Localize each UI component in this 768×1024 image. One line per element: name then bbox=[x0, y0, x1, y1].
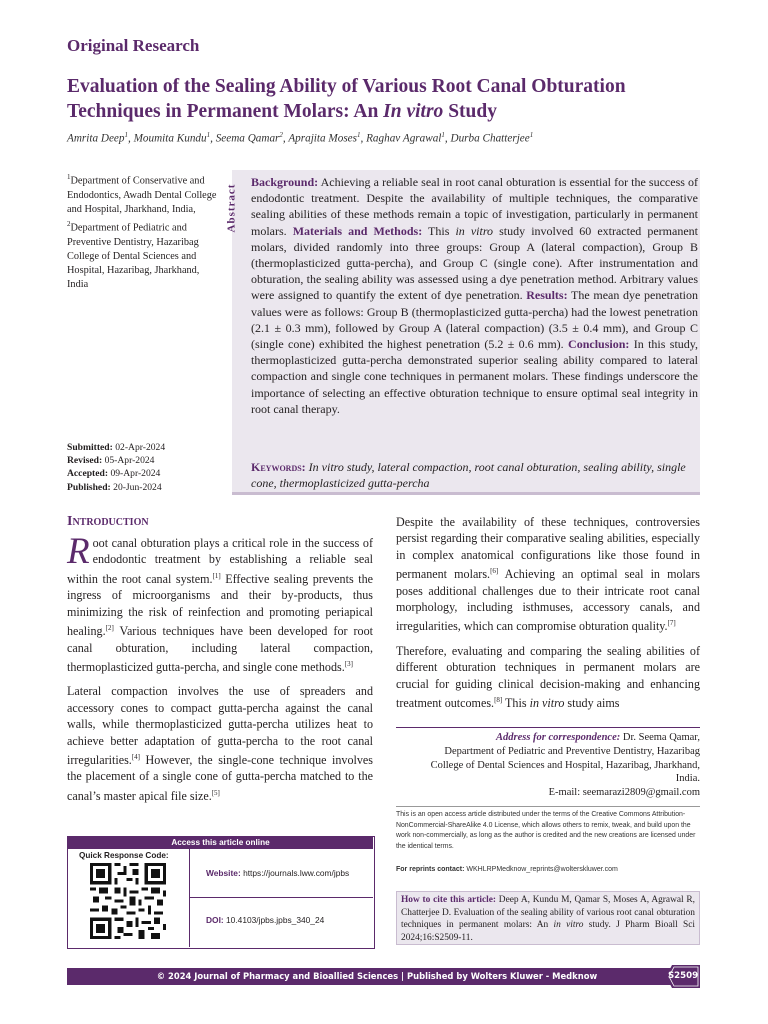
qr-code-label: Quick Response Code: bbox=[79, 851, 169, 860]
author: Moumita Kundu bbox=[133, 132, 207, 145]
author-list: Amrita Deep$^1$, Moumita Kundu$^1$, Seema Qamar$^2$, Aprajita Moses$^1$, Raghav Agrawal$^1$, Durba Chatterjee$^1$ bbox=[67, 131, 534, 145]
access-divider bbox=[189, 849, 190, 947]
body-column-right bbox=[396, 514, 700, 720]
section-label: Original Research bbox=[67, 36, 200, 55]
affiliations bbox=[67, 170, 217, 292]
affiliation: $^2$Department of Pediatric and Preventive Dentistry, Hazaribag College of Dental Sciences and Hospital, Hazaribag, Jharkhand, India bbox=[67, 220, 200, 291]
article-dates: Submitted: 02-Apr-2024 Revised: 05-Apr-2024 Accepted: 09-Apr-2024 Published: 20-Jun-2024 bbox=[67, 442, 166, 493]
author: Amrita Deep bbox=[67, 132, 125, 145]
doi-link[interactable]: DOI: 10.4103/jpbs.jpbs_340_24 bbox=[206, 915, 325, 925]
correspondence-block: Address for correspondence: Dr. Seema Qamar, Department of Pediatric and Preventive Dentistry, Hazaribag College of Dental Sciences and Hospital, Hazaribag, Jharkhand, India. E-mail: seemarazi2809@gmail.com bbox=[396, 727, 700, 800]
abstract-text: Background: Achieving a reliable seal in root canal obturation is essential for the success of endodontic treatment. Despite the availability of multiple techniques, the comparative sealing abilities of these methods remain a topic of investigation, particularly in permanent molars. Materials and Methods: This in vitro study involved 60 extracted permanent molars, divided randomly into three groups: Group A (lateral compaction), Group B (thermoplasticized gutta-percha), and Group C (single cone). After instrumentation and obturation, the sealing ability was assessed using a dye penetration method. Arbitrary values were assigned to quantify the extent of dye penetration. Results: The mean dye penetration values were as follows: Group B (thermoplasticized gutta-percha) had the lowest penetration (2.1 ± 0.3 mm), followed by Group A (lateral compaction) (3.5 ± 0.4 mm), and Group C (single cone) exhibited the highest penetration (5.2 ± 0.6 mm). Conclusion: In this study, thermoplasticized gutta-percha demonstrated superior sealing ability compared to lateral compaction and single cone techniques in permanent molars. These findings underscore the importance of selecting an effective obturation technique to ensure optimal seal integrity in root canal therapy. bbox=[251, 175, 699, 416]
author: Seema Qamar bbox=[215, 132, 280, 145]
page-number-badge: S2509 bbox=[666, 965, 700, 988]
affiliation: $^1$Department of Conservative and Endodontics, Awadh Dental College and Hospital, Jharkhand, India, bbox=[67, 173, 217, 215]
article-title: Evaluation of the Sealing Ability of Various Root Canal Obturation Techniques in Permanent Molars: An In vitro Study bbox=[67, 76, 626, 122]
drop-cap: R bbox=[67, 531, 90, 572]
journal-footer: © 2024 Journal of Pharmacy and Bioallied Sciences | Published by Wolters Kluwer - Medknow bbox=[67, 968, 687, 985]
reprints-contact: For reprints contact: WKHLRPMedknow_reprints@wolterskluwer.com bbox=[396, 866, 618, 873]
author: Aprajita Moses bbox=[288, 132, 357, 145]
license-notice: This is an open access article distributed under the terms of the Creative Commons Attribution-NonCommercial-ShareAlike 4.0 License, which allows others to remix, tweak, and build upon the work non-commercially, as long as the author is credited and the new creations are licensed under the identical terms. bbox=[396, 806, 700, 852]
correspondence-email: E-mail: seemarazi2809@gmail.com bbox=[548, 787, 700, 799]
access-divider bbox=[189, 897, 373, 898]
paragraph: Lateral compaction involves the use of spreaders and accessory cones to compact gutta-percha against the canal walls, while thermoplasticized gutta-percha utilizes heat to achieve better adaptation of gutta-percha to the root canal irregularities.[4] However, the single-cone technique involves the placement of a single cone of gutta-percha matched to the canal’s master apical file size.[5] bbox=[67, 684, 373, 803]
paragraph: Despite the availability of these techniques, controversies persist regarding their comparative sealing abilities, especially in complex anatomical configurations like those found in permanent molars.[6] Achieving an optimal seal in molars poses additional challenges due to their intricate root canal morphology, including isthmuses, accessory canals, and irregularities, which can compromise obturation quality.[7] bbox=[396, 515, 700, 634]
citation-text: How to cite this article: Deep A, Kundu M, Qamar S, Moses A, Agrawal R, Chatterjee D. Evaluation of the sealing ability of various root canal obturation techniques in permanent molars: An in vitro study. J Pharm Bioall Sci 2024;16:S2509-11. bbox=[401, 895, 696, 943]
abstract-side-label: Abstract bbox=[225, 183, 238, 233]
access-online-heading: Access this article online bbox=[68, 837, 373, 849]
keywords: Keywords: In vitro study, lateral compaction, root canal obturation, sealing ability, single cone, thermoplasticized gutta-percha bbox=[251, 460, 686, 490]
body-column-left bbox=[67, 531, 373, 812]
qr-code-icon[interactable] bbox=[90, 863, 166, 939]
introduction-heading: Introduction bbox=[67, 514, 149, 529]
paragraph: Root canal obturation plays a critical role in the success of endodontic treatment by establishing a reliable seal within the root canal system.[1] Effective sealing prevents the ingress of microorganisms and their by-products, thus minimizing the risk of reinfection and promoting periapical healing.[2] Various techniques have been developed for root canal obturation, including lateral compaction, thermoplasticized gutta-percha, and single cone methods.[3] bbox=[67, 531, 373, 674]
website-link[interactable]: Website: https://journals.lww.com/jpbs bbox=[206, 868, 350, 878]
author: Durba Chatterjee bbox=[450, 132, 530, 145]
paragraph: Therefore, evaluating and comparing the sealing abilities of different obturation techniques in permanent molars are crucial for guiding clinical decision-making and enhancing treatment outcomes.[8] This in vitro study aims bbox=[396, 643, 700, 711]
author: Raghav Agrawal bbox=[366, 132, 442, 145]
